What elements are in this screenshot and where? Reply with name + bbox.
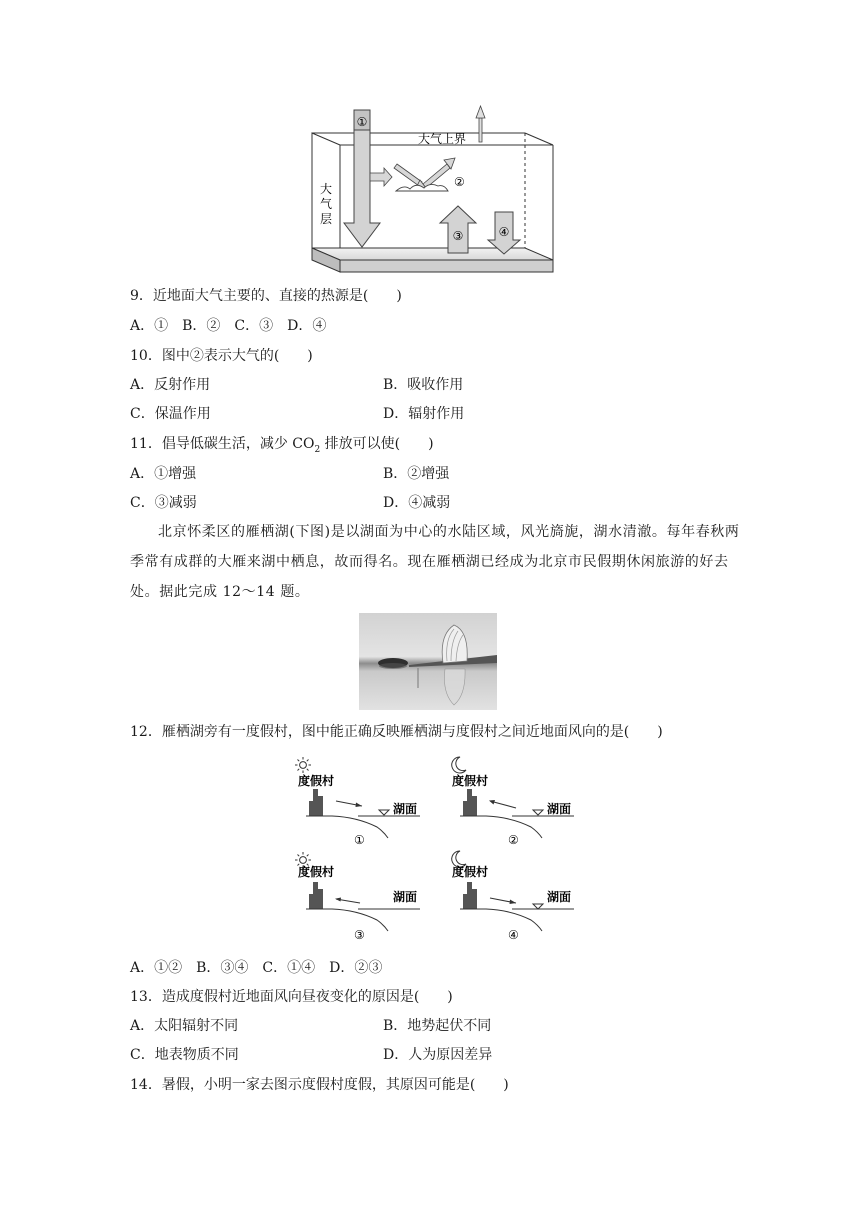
- panel-number-1: ①: [354, 833, 365, 847]
- lake-label-2: 湖面: [547, 802, 572, 816]
- panel-4: [452, 851, 574, 942]
- wind-direction-diagram: [292, 756, 592, 950]
- lake-label-3: 湖面: [393, 890, 418, 904]
- marker-3: ③: [452, 229, 464, 243]
- q11-option-b: B．②增强: [383, 466, 450, 482]
- panel-number-2: ②: [508, 833, 519, 847]
- q10-option-b: B．吸收作用: [383, 377, 464, 393]
- q11-subscript: 2: [314, 444, 321, 455]
- q13-option-c: C．地表物质不同: [130, 1047, 239, 1063]
- village-label-2: 度假村: [452, 774, 489, 788]
- q10-option-c: C．保温作用: [130, 406, 211, 422]
- atmosphere-top-label: 大气上界: [418, 132, 467, 146]
- q13-stem: 13．造成度假村近地面风向昼夜变化的原因是( ): [130, 989, 453, 1005]
- atmosphere-layer-label-1: 大: [320, 182, 333, 196]
- marker-1: ①: [356, 115, 368, 129]
- village-label-1: 度假村: [298, 774, 335, 788]
- panel-2: [452, 757, 574, 847]
- moon-icon: [452, 757, 466, 773]
- q11-stem: [130, 434, 434, 460]
- q13-option-d: D．人为原因差异: [383, 1047, 493, 1063]
- q9-stem: 9．近地面大气主要的、直接的热源是( ): [130, 288, 402, 304]
- marker-4: ④: [498, 225, 510, 239]
- q13-option-b: B．地势起伏不同: [383, 1018, 492, 1034]
- q10-option-d: D．辐射作用: [383, 406, 465, 422]
- q10-stem: 10．图中②表示大气的( ): [130, 348, 313, 364]
- q11-option-a: A．①增强: [130, 466, 197, 482]
- village-label-4: 度假村: [452, 865, 489, 879]
- lake-label-4: 湖面: [547, 890, 572, 904]
- q11-option-c: C．③减弱: [130, 495, 197, 511]
- q11-stem-tail: 排放可以使( ): [320, 436, 434, 452]
- marker-2: ②: [454, 175, 465, 189]
- panel-number-3: ③: [354, 928, 365, 942]
- q11-option-d: D．④减弱: [383, 495, 451, 511]
- sun-icon: [295, 757, 311, 773]
- q13-option-a: A．太阳辐射不同: [130, 1018, 239, 1034]
- q12-options: A．①② B．③④ C．①④ D．②③: [130, 960, 383, 976]
- q10-option-a: A．反射作用: [130, 377, 211, 393]
- q11-stem-text: 11．倡导低碳生活，减少 CO: [130, 436, 315, 452]
- village-label-3: 度假村: [298, 865, 335, 879]
- panel-number-4: ④: [508, 928, 519, 942]
- atmosphere-heating-diagram: [300, 100, 570, 278]
- panel-3: [295, 852, 420, 942]
- lake-label-1: 湖面: [393, 802, 418, 816]
- reading-passage: 北京怀柔区的雁栖湖(下图)是以湖面为中心的水陆区域，风光旖旎，湖水清澈。每年春秋两季常有成群的大雁来湖中栖息，故而得名。现在雁栖湖已经成为北京市民假期休闲旅游的好去处。据此完成 12～14 题。: [130, 524, 740, 600]
- q12-stem: 12．雁栖湖旁有一度假村，图中能正确反映雁栖湖与度假村之间近地面风向的是( ): [130, 724, 663, 740]
- panel-1: [295, 757, 420, 847]
- atmosphere-layer-label-2: 气: [320, 197, 333, 211]
- q9-options: A．① B．② C．③ D．④: [130, 318, 327, 334]
- q14-stem: 14．暑假，小明一家去图示度假村度假，其原因可能是( ): [130, 1077, 509, 1093]
- yanqi-lake-photo: [359, 613, 497, 710]
- atmosphere-layer-label-3: 层: [320, 212, 333, 226]
